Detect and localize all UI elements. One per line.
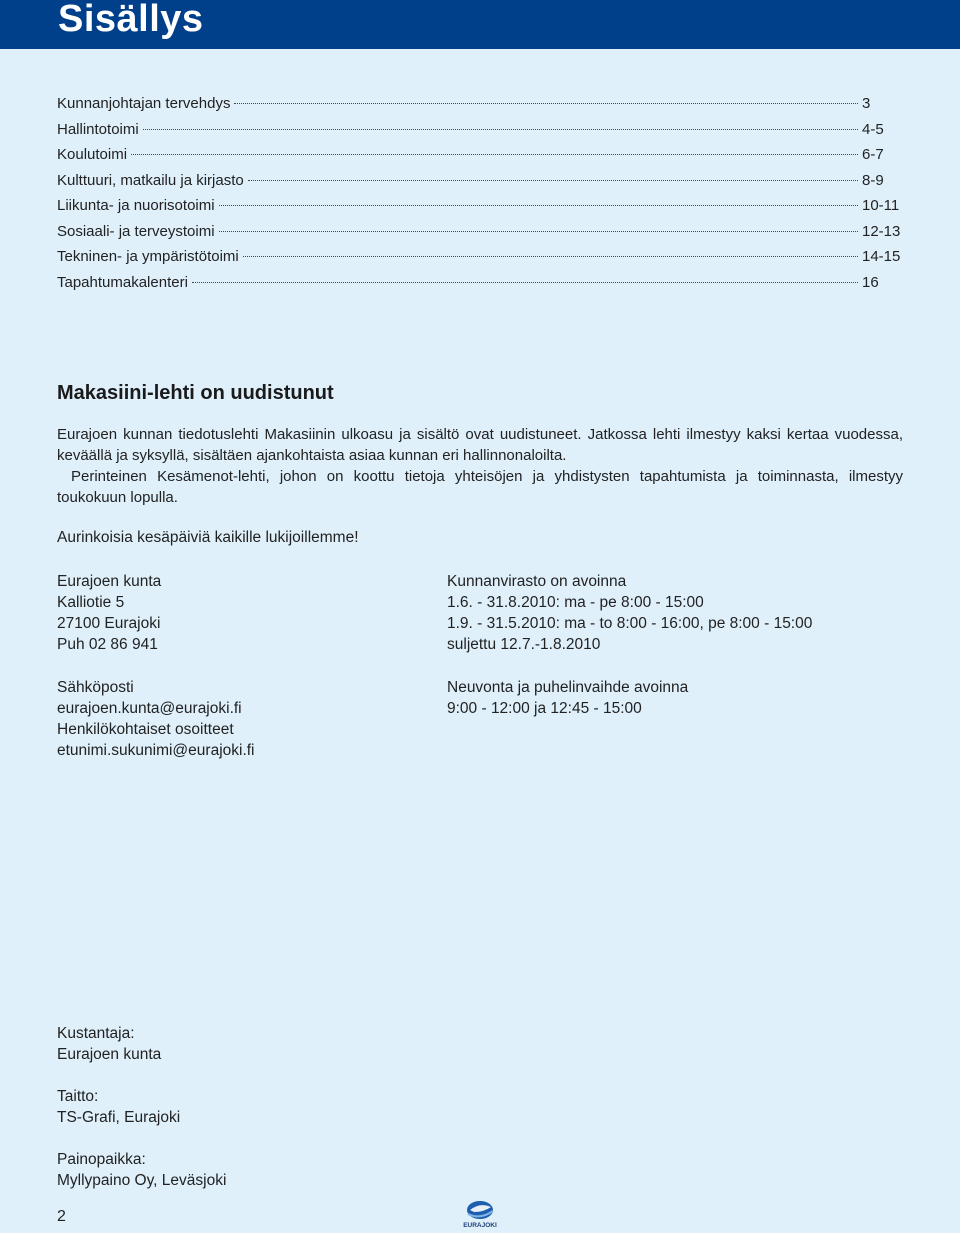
toc-entry-page: 10-11 bbox=[862, 197, 900, 214]
page-title: Sisällys bbox=[58, 0, 204, 40]
contact-name: Eurajoen kunta bbox=[57, 573, 162, 590]
publisher: Eurajoen kunta bbox=[57, 1046, 162, 1063]
email-address[interactable]: eurajoen.kunta@eurajoki.fi bbox=[57, 700, 242, 717]
layout-credit: TS-Grafi, Eurajoki bbox=[57, 1109, 181, 1126]
page-number: 2 bbox=[57, 1208, 66, 1225]
toc-entry-title: Kunnanjohtajan tervehdys bbox=[57, 95, 231, 112]
toc-entry[interactable] bbox=[57, 172, 902, 198]
contact-info bbox=[57, 571, 255, 761]
toc-leader-dots bbox=[219, 231, 858, 232]
toc-entry-page: 12-13 bbox=[862, 222, 901, 240]
toc-leader-dots bbox=[192, 282, 858, 283]
contact-phone: Puh 02 86 941 bbox=[57, 636, 158, 653]
printer-label: Painopaikka: bbox=[57, 1151, 146, 1168]
logo-wordmark: EURAJOKI bbox=[463, 1222, 497, 1229]
office-hours-line: 1.6. - 31.8.2010: ma - pe 8:00 - 15:00 bbox=[447, 594, 704, 611]
toc-entry-page: 14-15 bbox=[862, 248, 901, 265]
phone-hours-title: Neuvonta ja puhelinvaihde avoinna bbox=[447, 679, 689, 696]
toc-leader-dots bbox=[248, 180, 858, 181]
toc-entry-page: 4-5 bbox=[862, 120, 884, 138]
article-paragraph: Eurajoen kunnan tiedotuslehti Makasiinin ulkoasu ja sisältö ovat uudistuneet. Jatkossa lehti ilmestyy kaksi kertaa vuodessa, keväällä ja syksyllä, sisältäen ajankohtaista asiaa kunnan eri hallinnonaloilta. bbox=[57, 426, 903, 464]
toc-entry-page: 3 bbox=[862, 95, 871, 112]
toc-entry-title: Sosiaali- ja terveystoimi bbox=[57, 222, 215, 240]
toc-entry-page: 6-7 bbox=[862, 146, 884, 163]
office-hours-line: 1.9. - 31.5.2010: ma - to 8:00 - 16:00, pe 8:00 - 15:00 bbox=[447, 615, 813, 632]
layout-label: Taitto: bbox=[57, 1088, 99, 1105]
toc-entry-title: Tapahtumakalenteri bbox=[57, 273, 188, 291]
toc-entry[interactable] bbox=[57, 95, 902, 121]
table-of-contents bbox=[57, 95, 902, 299]
publisher-label: Kustantaja: bbox=[57, 1025, 135, 1042]
page-header bbox=[0, 0, 960, 49]
toc-entry-title: Koulutoimi bbox=[57, 146, 128, 163]
toc-entry[interactable] bbox=[57, 197, 902, 223]
contact-street: Kalliotie 5 bbox=[57, 594, 125, 611]
toc-entry[interactable] bbox=[57, 121, 902, 147]
toc-entry[interactable] bbox=[57, 248, 902, 274]
toc-entry-title: Liikunta- ja nuorisotoimi bbox=[57, 197, 215, 214]
article-paragraph: Perinteinen Kesämenot-lehti, johon on koottu tietoja yhteisöjen ja yhdistysten tapahtumista ja toiminnasta, ilmestyy toukokuun lopulla. bbox=[57, 468, 903, 506]
office-hours-line: suljettu 12.7.-1.8.2010 bbox=[447, 636, 601, 653]
toc-entry[interactable] bbox=[57, 223, 902, 249]
eurajoki-logo bbox=[460, 1198, 500, 1233]
toc-entry[interactable] bbox=[57, 274, 902, 300]
toc-leader-dots bbox=[143, 129, 858, 130]
phone-hours: 9:00 - 12:00 ja 12:45 - 15:00 bbox=[447, 700, 642, 717]
personal-address-label: Henkilökohtaiset osoitteet bbox=[57, 721, 234, 738]
toc-leader-dots bbox=[243, 256, 858, 257]
article-heading: Makasiini-lehti on uudistunut bbox=[57, 382, 334, 404]
contact-postal: 27100 Eurajoki bbox=[57, 615, 161, 632]
email-label: Sähköposti bbox=[57, 679, 134, 696]
toc-entry-title: Kulttuuri, matkailu ja kirjasto bbox=[57, 171, 244, 189]
toc-leader-dots bbox=[219, 205, 858, 206]
toc-entry-page: 16 bbox=[862, 273, 879, 291]
toc-entry-title: Tekninen- ja ympäristötoimi bbox=[57, 248, 239, 265]
toc-leader-dots bbox=[131, 154, 858, 155]
office-hours-title: Kunnanvirasto on avoinna bbox=[447, 573, 627, 590]
toc-leader-dots bbox=[234, 103, 858, 104]
opening-hours bbox=[447, 571, 812, 719]
publication-credits bbox=[57, 1023, 226, 1191]
toc-entry[interactable] bbox=[57, 146, 902, 172]
article-body bbox=[57, 424, 903, 508]
printer: Myllypaino Oy, Leväsjoki bbox=[57, 1172, 227, 1189]
toc-entry-page: 8-9 bbox=[862, 171, 884, 189]
personal-address-format: etunimi.sukunimi@eurajoki.fi bbox=[57, 742, 255, 759]
toc-entry-title: Hallintotoimi bbox=[57, 120, 139, 138]
article-greeting: Aurinkoisia kesäpäiviä kaikille lukijoillemme! bbox=[57, 529, 359, 546]
